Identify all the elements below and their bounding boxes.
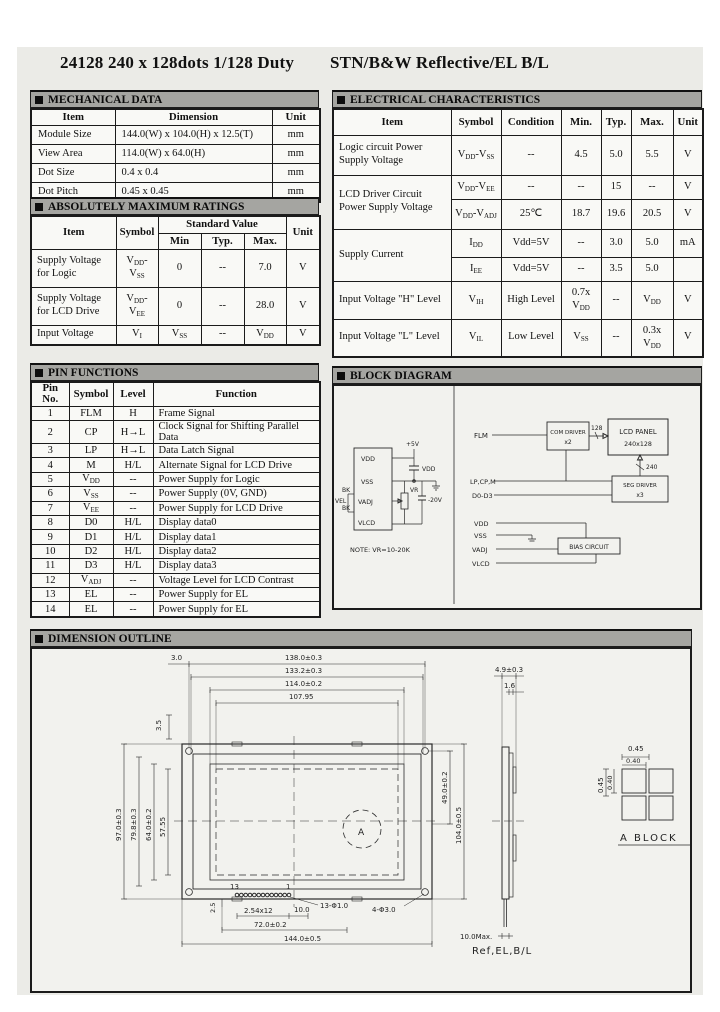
table-row (31, 144, 320, 163)
elec-symbol: $V_{DD}-V_{EE}$ (451, 175, 501, 199)
pin-level: H→L (113, 421, 153, 444)
pin-symbol: LP (69, 444, 113, 458)
bus-128-label: 128 (591, 425, 603, 432)
bus-240-label: 240 (646, 464, 658, 471)
table-row (31, 125, 320, 144)
com-driver-label: COM DRIVER (550, 430, 586, 436)
circuit-vel-label: VEL (335, 498, 347, 505)
pin-symbol: $V_{DD}$ (69, 472, 113, 486)
dim-107: 107.95 (289, 693, 314, 701)
col-typ: Typ. (601, 109, 631, 135)
pin-functions-table (30, 381, 321, 618)
section-title: BLOCK DIAGRAM (350, 369, 452, 382)
elec-symbol: $V_{IH}$ (451, 281, 501, 319)
elec-item: Supply Current (333, 229, 451, 281)
elec-max: 5.5 (631, 135, 673, 175)
table-row (31, 573, 320, 587)
elec-symbol: $V_{IL}$ (451, 319, 501, 357)
elec-condition: Vdd=5V (501, 257, 561, 281)
elec-typ: -- (601, 319, 631, 357)
section-marker-icon (35, 635, 43, 643)
ref-note: Ref,EL,B/L (472, 946, 533, 957)
a-block-detail (622, 769, 673, 820)
table-row (31, 516, 320, 530)
connector-pins (235, 893, 291, 897)
mech-unit: mm (272, 125, 320, 144)
table-row (31, 602, 320, 617)
section-max-ratings (30, 197, 319, 346)
dim-3-5: 3.5 (155, 719, 163, 731)
circuit-pin-vdd: VDD (361, 456, 376, 463)
block-diagram (334, 386, 700, 604)
elec-max: 5.0 (631, 229, 673, 257)
bias-circuit-label: BIAS CIRCUIT (569, 544, 609, 551)
table-row (31, 458, 320, 472)
table-header-row (31, 216, 320, 233)
pin-level: H/L (113, 458, 153, 472)
rating-item: Supply Voltage for LCD Drive (31, 287, 116, 325)
pin-number: 9 (31, 530, 69, 544)
pin-symbol: EL (69, 587, 113, 601)
elec-max: 0.3x $V_{DD}$ (631, 319, 673, 357)
section-marker-icon (35, 96, 43, 104)
table-row (31, 444, 320, 458)
detail-dim-040-h: 0.40 (626, 757, 641, 765)
col-condition: Condition (501, 109, 561, 135)
elec-condition: -- (501, 175, 561, 199)
col-level: Level (113, 382, 153, 406)
table-header-row (31, 109, 320, 125)
section-marker-icon (337, 372, 345, 380)
pin-level: H/L (113, 559, 153, 573)
table-row (31, 472, 320, 486)
detail-dim-040-v: 0.40 (606, 775, 614, 790)
dim-10-0-max: 10.0Max. (460, 933, 493, 941)
table-row (31, 587, 320, 601)
circuit-neg20v-label: -20V (428, 497, 442, 504)
dim-3-0: 3.0 (171, 654, 183, 662)
pin13-label: 13 (230, 883, 239, 891)
com-driver-count: x2 (564, 439, 572, 446)
elec-item: Input Voltage "H" Level (333, 281, 451, 319)
section-header (30, 90, 319, 108)
dim-2-5: 2.5 (209, 902, 217, 913)
elec-typ: 3.5 (601, 257, 631, 281)
pin-function: Power Supply for LCD Drive (153, 501, 320, 515)
pin-number: 7 (31, 501, 69, 515)
elec-max: $V_{DD}$ (631, 281, 673, 319)
signal-flm-label: FLM (474, 432, 488, 440)
section-marker-icon (337, 96, 345, 104)
elec-max: 20.5 (631, 199, 673, 229)
pin-number: 1 (31, 406, 69, 420)
lcd-panel-size: 240x128 (624, 441, 652, 448)
block-diagram-canvas (332, 384, 702, 610)
table-row (333, 319, 703, 357)
pin-level: -- (113, 472, 153, 486)
elec-unit: V (673, 175, 703, 199)
pin-number: 14 (31, 602, 69, 617)
mech-unit: mm (272, 163, 320, 182)
mech-dimension: 0.4 x 0.4 (115, 163, 272, 182)
pin-function: Frame Signal (153, 406, 320, 420)
elec-unit: V (673, 135, 703, 175)
elec-max: -- (631, 175, 673, 199)
mech-item: Dot Size (31, 163, 115, 182)
col-typ: Typ. (201, 233, 244, 249)
dim-133: 133.2±0.3 (285, 667, 323, 675)
table-row (31, 163, 320, 182)
rating-symbol: $V_I$ (116, 325, 158, 345)
col-symbol: Symbol (451, 109, 501, 135)
dimension-drawing (32, 649, 690, 987)
elec-symbol: $V_{DD}-V_{SS}$ (451, 135, 501, 175)
pin-level: -- (113, 501, 153, 515)
pin-level: H (113, 406, 153, 420)
dim-4-9: 4.9±0.3 (495, 666, 524, 674)
elec-typ: 15 (601, 175, 631, 199)
circuit-bk2-label: BK (342, 505, 351, 512)
elec-unit (673, 257, 703, 281)
elec-item: Input Voltage "L" Level (333, 319, 451, 357)
elec-typ: 3.0 (601, 229, 631, 257)
table-row (31, 287, 320, 325)
page-subtitle: STN/B&W Reflective/EL B/L (330, 53, 550, 72)
rating-max: 28.0 (244, 287, 286, 325)
dim-97: 97.0±0.3 (115, 808, 123, 841)
signal-lpcpm-label: LP,CP,M (470, 478, 496, 486)
pin-number: 8 (31, 516, 69, 530)
circuit-plus5v-label: +5V (406, 441, 419, 448)
pin-level: -- (113, 487, 153, 501)
elec-unit: V (673, 319, 703, 357)
pin-number: 4 (31, 458, 69, 472)
table-row (333, 281, 703, 319)
dim-4-phi: 4-Φ3.0 (372, 906, 396, 914)
elec-condition: High Level (501, 281, 561, 319)
rating-min: 0 (158, 249, 201, 287)
pin-function: Display data2 (153, 544, 320, 558)
rating-max: 7.0 (244, 249, 286, 287)
pin-symbol: $V_{EE}$ (69, 501, 113, 515)
section-pin-functions (30, 363, 319, 618)
mech-unit: mm (272, 182, 320, 202)
elec-condition: Vdd=5V (501, 229, 561, 257)
col-item: Item (31, 216, 116, 249)
table-header-row (31, 382, 320, 406)
electrical-table (332, 108, 704, 358)
rating-symbol: $V_{DD}-V_{SS}$ (116, 249, 158, 287)
pin-function: Display data3 (153, 559, 320, 573)
mech-item: View Area (31, 144, 115, 163)
elec-min: -- (561, 229, 601, 257)
col-function: Function (153, 382, 320, 406)
section-header (30, 629, 692, 647)
pin-level: H/L (113, 544, 153, 558)
col-symbol: Symbol (116, 216, 158, 249)
power-vdd-label: VDD (474, 520, 489, 528)
mech-item: Dot Pitch (31, 182, 115, 202)
elec-item: Logic circuit Power Supply Voltage (333, 135, 451, 175)
section-title: ABSOLUTELY MAXIMUM RATINGS (48, 200, 245, 213)
elec-max: 5.0 (631, 257, 673, 281)
dim-114: 114.0±0.2 (285, 680, 323, 688)
col-min: Min. (561, 109, 601, 135)
table-row (333, 135, 703, 175)
elec-typ: -- (601, 281, 631, 319)
dim-64: 64.0±0.2 (145, 808, 153, 841)
pin-function: Voltage Level for LCD Contrast (153, 573, 320, 587)
detail-dim-045-h: 0.45 (628, 745, 644, 753)
power-vss-label: VSS (474, 532, 487, 540)
elec-symbol: $V_{DD}-V_{ADJ}$ (451, 199, 501, 229)
pin-number: 6 (31, 487, 69, 501)
page-content (17, 47, 703, 995)
power-vlcd-label: VLCD (472, 560, 490, 568)
pin-symbol: FLM (69, 406, 113, 420)
section-title: DIMENSION OUTLINE (48, 632, 172, 645)
col-pin-no: Pin No. (31, 382, 69, 406)
pin-function: Alternate Signal for LCD Drive (153, 458, 320, 472)
pin-level: -- (113, 573, 153, 587)
pin-level: H/L (113, 516, 153, 530)
pin-symbol: CP (69, 421, 113, 444)
rating-symbol: $V_{DD}-V_{EE}$ (116, 287, 158, 325)
pin-number: 2 (31, 421, 69, 444)
pin-function: Power Supply for Logic (153, 472, 320, 486)
table-row (31, 530, 320, 544)
section-header (332, 366, 702, 384)
table-row (333, 229, 703, 257)
dim-144: 144.0±0.5 (284, 935, 322, 943)
pin-symbol: EL (69, 602, 113, 617)
callout-a-label: A (358, 828, 365, 838)
section-header (332, 90, 702, 108)
table-row (31, 249, 320, 287)
section-header (30, 197, 319, 215)
section-marker-icon (35, 203, 43, 211)
rating-unit: V (286, 249, 320, 287)
pin-function: Power Supply (0V, GND) (153, 487, 320, 501)
page-title: 24128 240 x 128dots 1/128 Duty (60, 53, 295, 72)
col-dimension: Dimension (115, 109, 272, 125)
detail-dim-045-v: 0.45 (597, 777, 605, 793)
a-block-label: A BLOCK (620, 833, 678, 844)
elec-unit: mA (673, 229, 703, 257)
pin-number: 10 (31, 544, 69, 558)
dim-49: 49.0±0.2 (441, 771, 449, 804)
section-title: MECHANICAL DATA (48, 93, 163, 106)
pin-function: Power Supply for EL (153, 602, 320, 617)
pin-level: H→L (113, 444, 153, 458)
rating-item: Input Voltage (31, 325, 116, 345)
elec-typ: 19.6 (601, 199, 631, 229)
pin-symbol: $V_{ADJ}$ (69, 573, 113, 587)
pin-symbol: D3 (69, 559, 113, 573)
dimension-drawing-canvas (30, 647, 692, 993)
elec-min: 4.5 (561, 135, 601, 175)
seg-driver-label: SEG DRIVER (623, 483, 657, 489)
col-item: Item (333, 109, 451, 135)
signal-d0d3-label: D0-D3 (472, 492, 493, 500)
dim-138: 138.0±0.3 (285, 654, 323, 662)
pin-function: Clock Signal for Shifting Parallel Data (153, 421, 320, 444)
seg-driver-count: x3 (636, 492, 644, 499)
col-unit: Unit (272, 109, 320, 125)
dim-57: 57.55 (159, 816, 167, 837)
circuit-bk1-label: BK (342, 487, 351, 494)
col-standard-value: Standard Value (158, 216, 286, 233)
pin1-label: 1 (286, 883, 291, 891)
table-row (31, 544, 320, 558)
col-min: Min (158, 233, 201, 249)
pin-level: -- (113, 602, 153, 617)
elec-min: -- (561, 257, 601, 281)
table-row (31, 421, 320, 444)
pin-number: 3 (31, 444, 69, 458)
elec-unit: V (673, 281, 703, 319)
section-title: ELECTRICAL CHARACTERISTICS (350, 93, 541, 106)
table-row (31, 406, 320, 420)
mech-dimension: 114.0(W) x 64.0(H) (115, 144, 272, 163)
rating-max: $V_{DD}$ (244, 325, 286, 345)
pin-symbol: $V_{SS}$ (69, 487, 113, 501)
dim-72: 72.0±0.2 (254, 921, 287, 929)
col-unit: Unit (286, 216, 320, 249)
elec-symbol: $I_{EE}$ (451, 257, 501, 281)
pin-symbol: D1 (69, 530, 113, 544)
pin-level: H/L (113, 530, 153, 544)
dim-104: 104.0±0.5 (455, 806, 463, 844)
mech-dimension: 0.45 x 0.45 (115, 182, 272, 202)
section-electrical (332, 90, 702, 358)
table-row (31, 559, 320, 573)
pin-symbol: D2 (69, 544, 113, 558)
dim-79: 79.8±0.3 (130, 808, 138, 841)
section-marker-icon (35, 369, 43, 377)
col-max: Max. (244, 233, 286, 249)
pin-number: 12 (31, 573, 69, 587)
table-row (333, 175, 703, 199)
rating-item: Supply Voltage for Logic (31, 249, 116, 287)
mech-dimension: 144.0(W) x 104.0(H) x 12.5(T) (115, 125, 272, 144)
dim-10-0: 10.0 (294, 906, 310, 914)
pin-number: 11 (31, 559, 69, 573)
pin-number: 5 (31, 472, 69, 486)
section-dimension-outline (30, 629, 692, 993)
rating-min: $V_{SS}$ (158, 325, 201, 345)
table-row (31, 325, 320, 345)
pin-function: Display data1 (153, 530, 320, 544)
rating-typ: -- (201, 249, 244, 287)
elec-min: $V_{SS}$ (561, 319, 601, 357)
rating-typ: -- (201, 287, 244, 325)
col-symbol: Symbol (69, 382, 113, 406)
circuit-vr-label: VR (410, 487, 419, 494)
col-max: Max. (631, 109, 673, 135)
pin-function: Power Supply for EL (153, 587, 320, 601)
mech-unit: mm (272, 144, 320, 163)
dim-13-phi: 13-Φ1.0 (320, 902, 349, 910)
dim-1-6: 1.6 (504, 682, 516, 690)
circuit-pin-vss: VSS (361, 479, 374, 486)
elec-min: 18.7 (561, 199, 601, 229)
mech-item: Module Size (31, 125, 115, 144)
section-block-diagram (332, 366, 702, 610)
col-item: Item (31, 109, 115, 125)
circuit-cap-vdd-label: VDD (422, 466, 436, 473)
elec-unit: V (673, 199, 703, 229)
lcd-panel-label: LCD PANEL (619, 428, 657, 436)
pin-number: 13 (31, 587, 69, 601)
elec-min: -- (561, 175, 601, 199)
section-title: PIN FUNCTIONS (48, 366, 139, 379)
pin-symbol: D0 (69, 516, 113, 530)
dim-254x12: 2.54x12 (244, 907, 273, 915)
mechanical-data-table (30, 108, 321, 203)
elec-item: LCD Driver Circuit Power Supply Voltage (333, 175, 451, 229)
elec-typ: 5.0 (601, 135, 631, 175)
pin-function: Data Latch Signal (153, 444, 320, 458)
section-mechanical-data (30, 90, 319, 203)
elec-condition: -- (501, 135, 561, 175)
table-row (31, 501, 320, 515)
rating-typ: -- (201, 325, 244, 345)
pin-symbol: M (69, 458, 113, 472)
elec-symbol: $I_{DD}$ (451, 229, 501, 257)
table-header-row (333, 109, 703, 135)
circuit-pin-vadj: VADJ (358, 499, 373, 506)
elec-condition: 25℃ (501, 199, 561, 229)
power-vadj-label: VADJ (472, 546, 488, 554)
section-header (30, 363, 319, 381)
rating-unit: V (286, 287, 320, 325)
rating-min: 0 (158, 287, 201, 325)
elec-condition: Low Level (501, 319, 561, 357)
max-ratings-table (30, 215, 321, 346)
pin-level: -- (113, 587, 153, 601)
elec-min: 0.7x $V_{DD}$ (561, 281, 601, 319)
circuit-pin-vlcd: VLCD (358, 520, 376, 527)
col-unit: Unit (673, 109, 703, 135)
circuit-note: NOTE: VR=10-20K (350, 546, 410, 554)
rating-unit: V (286, 325, 320, 345)
table-row (31, 487, 320, 501)
pin-function: Display data0 (153, 516, 320, 530)
